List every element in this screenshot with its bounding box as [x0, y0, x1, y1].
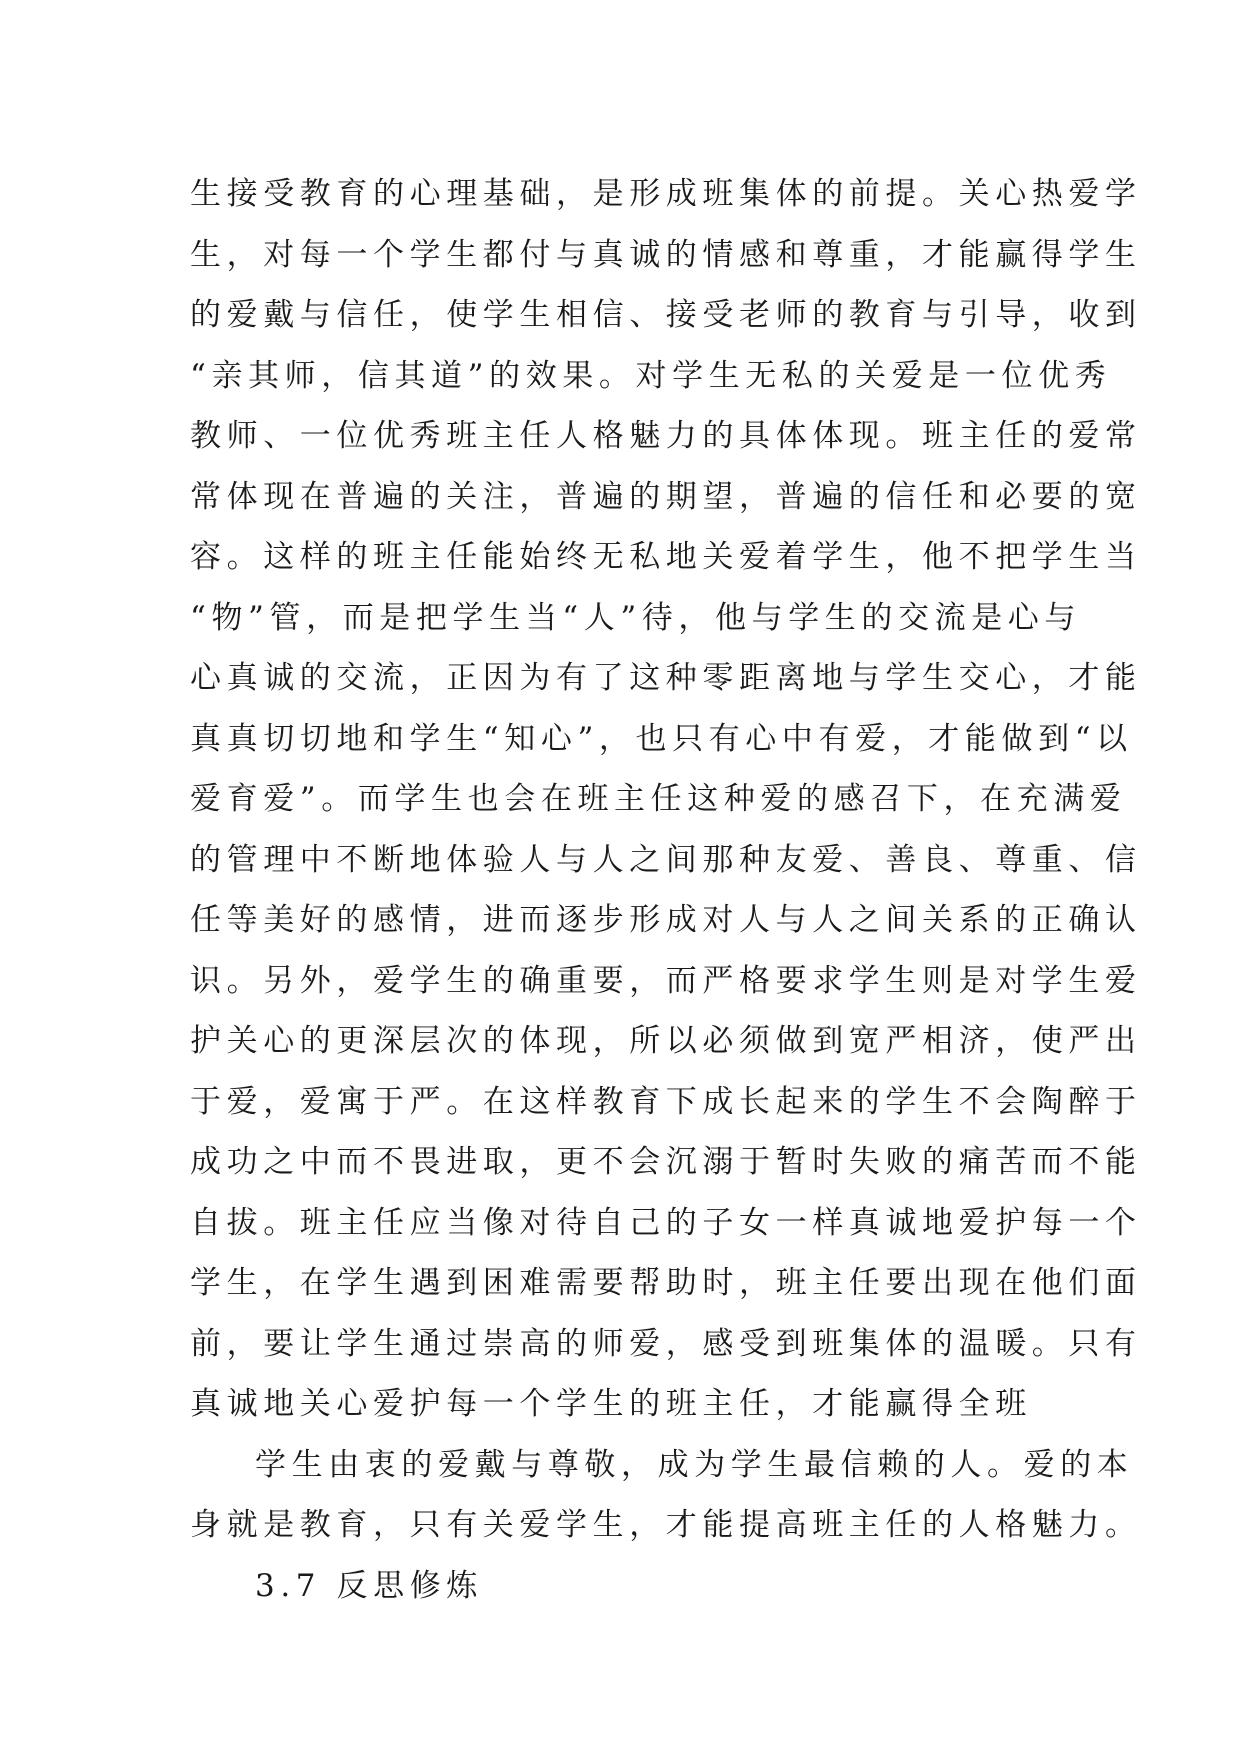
paragraph-2: [190, 1435, 1142, 1556]
text-line: 护关心的更深层次的体现，所以必须做到宽严相济，使严出: [190, 1023, 1142, 1059]
text-line: 真诚地关心爱护每一个学生的班主任，才能赢得全班: [190, 1386, 1032, 1422]
text-line: 容。这样的班主任能始终无私地关爱着学生，他不把学生当: [190, 539, 1142, 575]
text-line: 身就是教育，只有关爱学生，才能提高班主任的人格魅力。: [190, 1507, 1142, 1543]
text-line: 的爱戴与信任，使学生相信、接受老师的教育与引导，收到: [190, 297, 1142, 333]
text-line: “物”管，而是把学生当“人”待，他与学生的交流是心与: [190, 599, 1081, 636]
text-line: 爱育爱”。而学生也会在班主任这种爱的感召下，在充满爱: [190, 781, 1127, 817]
document-body: [190, 164, 1142, 1616]
text-line: 真真切切地和学生“知心”，也只有心中有爱，才能做到“以: [190, 720, 1133, 757]
text-line: 常体现在普遍的关注，普遍的期望，普遍的信任和必要的宽: [190, 478, 1142, 515]
text-line: 生接受教育的心理基础，是形成班集体的前提。关心热爱学: [190, 176, 1142, 212]
text-line: 于爱，爱寓于严。在这样教育下成长起来的学生不会陶醉于: [190, 1083, 1142, 1120]
text-line: 自拔。班主任应当像对待自己的子女一样真诚地爱护每一个: [190, 1204, 1142, 1241]
text-line: 前，要让学生通过崇高的师爱，感受到班集体的温暖。只有: [190, 1325, 1142, 1362]
section-heading: 3.7 反思修炼: [255, 1567, 483, 1604]
text-line: 识。另外，爱学生的确重要，而严格要求学生则是对学生爱: [190, 962, 1142, 999]
text-line: 的管理中不断地体验人与人之间那种友爱、善良、尊重、信: [190, 841, 1142, 878]
paragraph-1: [190, 164, 1142, 1435]
text-line: 生，对每一个学生都付与真诚的情感和尊重，才能赢得学生: [190, 236, 1142, 273]
text-line: 心真诚的交流，正因为有了这种零距离地与学生交心，才能: [190, 660, 1142, 696]
text-line: 任等美好的感情，进而逐步形成对人与人之间关系的正确认: [190, 902, 1142, 938]
text-line: 教师、一位优秀班主任人格魅力的具体体现。班主任的爱常: [190, 418, 1142, 454]
text-line: “亲其师，信其道”的效果。对学生无私的关爱是一位优秀: [190, 357, 1112, 394]
text-line: 学生，在学生遇到困难需要帮助时，班主任要出现在他们面: [190, 1265, 1142, 1301]
text-line: 学生由衷的爱戴与尊敬，成为学生最信赖的人。爱的本: [255, 1446, 1134, 1483]
text-line: 成功之中而不畏进取，更不会沉溺于暂时失败的痛苦而不能: [190, 1144, 1142, 1180]
